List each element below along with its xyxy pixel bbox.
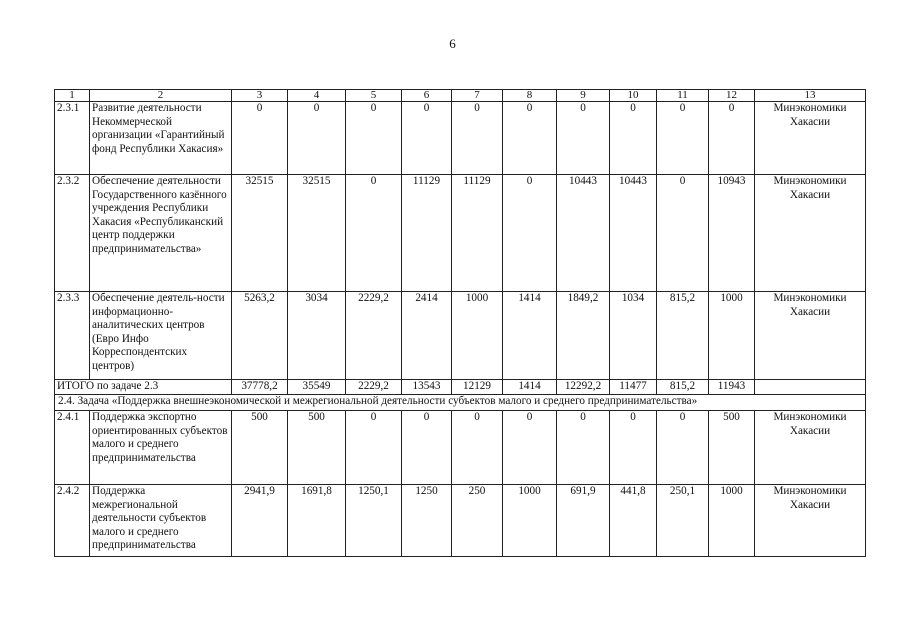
item-code: 2.3.2 bbox=[55, 175, 90, 292]
value-cell: 2941,9 bbox=[232, 485, 288, 557]
value-cell: 1250 bbox=[402, 485, 452, 557]
value-cell: 10443 bbox=[610, 175, 657, 292]
value-cell: 1000 bbox=[709, 292, 755, 380]
value-cell: 10943 bbox=[709, 175, 755, 292]
value-cell: 11129 bbox=[452, 175, 503, 292]
column-header: 10 bbox=[610, 90, 657, 102]
value-cell: 0 bbox=[452, 411, 503, 485]
value-cell: 1000 bbox=[709, 485, 755, 557]
column-header: 11 bbox=[657, 90, 709, 102]
value-cell: 12129 bbox=[452, 380, 503, 395]
total-row bbox=[55, 380, 866, 395]
value-cell: 0 bbox=[232, 102, 288, 175]
executor-cell: Минэкономики Хакасии bbox=[755, 485, 866, 557]
value-cell: 0 bbox=[657, 411, 709, 485]
value-cell: 1000 bbox=[452, 292, 503, 380]
value-cell: 0 bbox=[346, 411, 402, 485]
value-cell: 0 bbox=[610, 411, 657, 485]
value-cell: 12292,2 bbox=[557, 380, 610, 395]
value-cell: 250,1 bbox=[657, 485, 709, 557]
item-code: 2.4.1 bbox=[55, 411, 90, 485]
value-cell: 3034 bbox=[288, 292, 346, 380]
value-cell: 500 bbox=[232, 411, 288, 485]
column-header: 1 bbox=[55, 90, 90, 102]
column-header: 9 bbox=[557, 90, 610, 102]
executor-cell: Минэкономики Хакасии bbox=[755, 411, 866, 485]
column-header: 7 bbox=[452, 90, 503, 102]
value-cell: 250 bbox=[452, 485, 503, 557]
value-cell: 13543 bbox=[402, 380, 452, 395]
table-body bbox=[55, 90, 866, 557]
value-cell: 2229,2 bbox=[346, 380, 402, 395]
value-cell: 5263,2 bbox=[232, 292, 288, 380]
budget-table bbox=[54, 89, 866, 557]
executor-cell: Минэкономики Хакасии bbox=[755, 292, 866, 380]
item-name: Поддержка межрегиональной деятельности субъектов малого и среднего предпринимательства bbox=[90, 485, 232, 557]
value-cell: 0 bbox=[657, 175, 709, 292]
value-cell: 441,8 bbox=[610, 485, 657, 557]
value-cell: 1000 bbox=[503, 485, 557, 557]
value-cell: 0 bbox=[610, 102, 657, 175]
value-cell: 0 bbox=[346, 102, 402, 175]
total-label: ИТОГО по задаче 2.3 bbox=[55, 380, 232, 395]
column-header: 8 bbox=[503, 90, 557, 102]
value-cell: 0 bbox=[657, 102, 709, 175]
column-header: 2 bbox=[90, 90, 232, 102]
page-number: 6 bbox=[449, 36, 456, 51]
value-cell: 815,2 bbox=[657, 380, 709, 395]
item-code: 2.4.2 bbox=[55, 485, 90, 557]
value-cell: 35549 bbox=[288, 380, 346, 395]
value-cell: 2229,2 bbox=[346, 292, 402, 380]
table-row bbox=[55, 175, 866, 292]
value-cell: 2414 bbox=[402, 292, 452, 380]
executor-cell: Минэкономики Хакасии bbox=[755, 175, 866, 292]
value-cell: 0 bbox=[557, 411, 610, 485]
column-header: 13 bbox=[755, 90, 866, 102]
value-cell: 1250,1 bbox=[346, 485, 402, 557]
value-cell: 37778,2 bbox=[232, 380, 288, 395]
table-row bbox=[55, 485, 866, 557]
section-title: 2.4. Задача «Поддержка внешнеэкономической и межрегиональной деятельности субъектов малого и среднего предпринимательства» bbox=[55, 395, 866, 411]
executor-cell: Минэкономики Хакасии bbox=[755, 102, 866, 175]
value-cell: 10443 bbox=[557, 175, 610, 292]
column-header: 12 bbox=[709, 90, 755, 102]
column-header: 6 bbox=[402, 90, 452, 102]
value-cell: 1691,8 bbox=[288, 485, 346, 557]
column-header-row bbox=[55, 90, 866, 102]
item-code: 2.3.3 bbox=[55, 292, 90, 380]
column-header: 5 bbox=[346, 90, 402, 102]
value-cell: 0 bbox=[557, 102, 610, 175]
column-header: 3 bbox=[232, 90, 288, 102]
executor-cell bbox=[755, 380, 866, 395]
value-cell: 0 bbox=[346, 175, 402, 292]
item-name: Обеспечение деятельности Государственного казённого учреждения Республики Хакасия «Республиканский центр поддержки предпринимательства» bbox=[90, 175, 232, 292]
value-cell: 32515 bbox=[232, 175, 288, 292]
section-row bbox=[55, 395, 866, 411]
value-cell: 0 bbox=[402, 411, 452, 485]
table-row bbox=[55, 292, 866, 380]
value-cell: 0 bbox=[288, 102, 346, 175]
item-name: Обеспечение деятель-ности информационно-аналитических центров (Евро Инфо Корреспондентских центров) bbox=[90, 292, 232, 380]
value-cell: 0 bbox=[452, 102, 503, 175]
value-cell: 500 bbox=[288, 411, 346, 485]
value-cell: 500 bbox=[709, 411, 755, 485]
value-cell: 32515 bbox=[288, 175, 346, 292]
value-cell: 0 bbox=[503, 102, 557, 175]
item-name: Развитие деятельности Некоммерческой организации «Гарантийный фонд Республики Хакасия» bbox=[90, 102, 232, 175]
value-cell: 1849,2 bbox=[557, 292, 610, 380]
item-name: Поддержка экспортно ориентированных субъектов малого и среднего предпринимательства bbox=[90, 411, 232, 485]
table-row bbox=[55, 411, 866, 485]
item-code: 2.3.1 bbox=[55, 102, 90, 175]
table-row bbox=[55, 102, 866, 175]
value-cell: 0 bbox=[402, 102, 452, 175]
value-cell: 0 bbox=[503, 411, 557, 485]
value-cell: 11129 bbox=[402, 175, 452, 292]
value-cell: 11943 bbox=[709, 380, 755, 395]
value-cell: 1034 bbox=[610, 292, 657, 380]
value-cell: 0 bbox=[709, 102, 755, 175]
value-cell: 815,2 bbox=[657, 292, 709, 380]
value-cell: 1414 bbox=[503, 292, 557, 380]
value-cell: 691,9 bbox=[557, 485, 610, 557]
value-cell: 0 bbox=[503, 175, 557, 292]
value-cell: 11477 bbox=[610, 380, 657, 395]
value-cell: 1414 bbox=[503, 380, 557, 395]
column-header: 4 bbox=[288, 90, 346, 102]
